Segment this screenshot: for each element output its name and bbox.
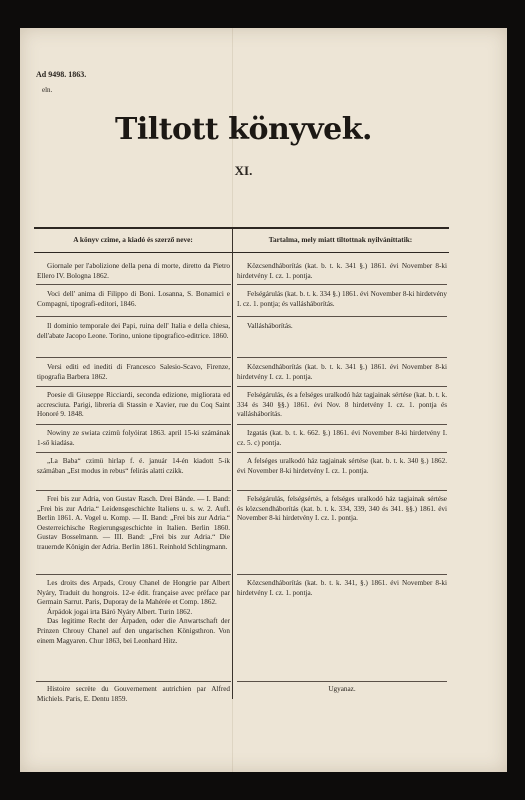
reason-cell <box>237 495 447 524</box>
section-number: XI. <box>234 163 253 178</box>
book-title-text: Histoire secrète du Gouvernement autrichien par Alfred Michiels. Paris, E. Dentu 1859. <box>37 685 230 703</box>
reason-text: Felségárulás, és a felséges uralkodó ház tagjainak sértése (kat. b. t. k. 334 és 340 §§.) 1861. évi Nov. 8 hirdetvény I. cz. 1. pontja és vallásháborítás. <box>237 391 447 419</box>
reason-cell <box>237 322 447 332</box>
book-title-cell <box>37 363 230 382</box>
top-rule <box>34 227 449 229</box>
reason-text: Közcsendháborítás (kat. b. t. k. 341, §.) 1861. évi November 8-ki hirdetvény I. cz. 1. pontja. <box>237 579 447 597</box>
book-title-cell <box>37 685 230 704</box>
reason-text: A felséges uralkodó ház tagjainak sértése (kat. b. t. k. 340 §.) 1862. évi November 8-ki hirdetvény I. cz. 1. pontja. <box>237 457 447 475</box>
book-title-cell <box>37 322 230 341</box>
reason-text: Vallásháborítás. <box>247 322 293 330</box>
reason-cell <box>237 290 447 309</box>
reason-text: Közcsendháborítás (kat. b. t. k. 341 §.) 1861. évi November 8-ki hirdetvény I. cz. 1. pontja. <box>237 363 447 381</box>
book-title-cell <box>37 290 230 309</box>
reason-cell <box>237 457 447 476</box>
book-title-text: Árpádok jogai irta Báró Nyáry Albert. Turin 1862. <box>47 607 193 616</box>
reason-text: Ugyanaz. <box>328 685 356 693</box>
book-title-text: Nowiny ze swiata czimü folyóirat 1863. april 15-ki számának 1-ső kiadása. <box>37 429 230 447</box>
book-title-cell <box>37 495 230 553</box>
book-title-text: Il dominio temporale dei Papi, ruina dell' Italia e della chiesa, dell'abate Jacopo Leone. Torino, unione tipografico-editrice. 1860. <box>37 322 230 340</box>
book-title-text: Giornale per l'abolizione della pena di morte, diretto da Pietro Ellero IV. Bologna 1862. <box>37 262 230 280</box>
column-header-reason: Tartalma, mely miatt tiltottnak nyilváníttatik: <box>268 235 413 244</box>
reason-cell <box>237 429 447 448</box>
book-title-text: Versi editi ed inediti di Francesco Salesio-Scavo, Firenze, tipografia Barbera 1862. <box>37 363 230 381</box>
book-title-cell <box>37 262 230 281</box>
book-title-cell <box>37 579 230 646</box>
reason-text: Felségárulás, felségsértés, a felséges uralkodó ház tagjainak sértése és közcsendháborítás (kat. b. t. k. 334, 339, 340 és 341. §§.) 1861. évi November 8-ki hirdetvény I. cz. 1. pontja. <box>237 495 447 523</box>
reason-text: Izgatás (kat. b. t. k. 662. §.) 1861. évi November 8-ki hirdetvény I. cz. 5. c) pontja. <box>237 429 447 447</box>
page-title: Tiltott könyvek. <box>115 112 372 147</box>
book-title-text: Voci dell' anima di Filippo di Boni. Losanna, S. Bonamici e Compagni, tipografi-editori, 1846. <box>37 290 230 308</box>
reason-cell <box>237 579 447 598</box>
reason-text: Közcsendháborítás (kat. b. t. k. 341 §.) 1861. évi November 8-ki hirdetvény I. cz. 1. pontja. <box>237 262 447 280</box>
header-rule <box>34 252 449 253</box>
book-title-text: „La Baba“ czimü hirlap f. é. január 14-én kiadott 5-ik számában „Est modus in rebus“ felirás alatti czikk. <box>37 457 230 475</box>
book-title-text: Poesie di Giuseppe Ricciardi, seconda edizione, migliorata ed accresciuta. Parigi, libreria di Stassin e Xavier, rue du Coq Saint Honoré 9. 1848. <box>37 391 230 419</box>
reason-text: Felségárulás (kat. b. t. k. 334 §.) 1861. évi November 8-ki hirdetvény I. cz. 1. pontja; és vallásháborítás. <box>237 290 447 308</box>
book-title-text: Frei bis zur Adria, von Gustav Rasch. Drei Bände. — I. Band: „Frei bis zur Adria.“ Leidensgeschichte Italiens u. s. w. 2. Aufl. Berlin 1861. A. Vogel u. Komp. — II. Band: „Frei bis zur Adria.“ Oesterreichische Regierungsgeschichte in Italien. Berlin 1860. Gustav Bosselmann. — III. Band: „Frei bis zur Adria.“ Die trauernde Königin der Adria. Berlin 1861. Reinhold Schlingmann. <box>37 495 230 551</box>
reason-cell <box>237 262 447 281</box>
column-divider <box>232 229 233 699</box>
book-title-text: Les droits des Arpads, Crouy Chanel de Hongrie par Albert Nyáry, Traduit du hongrois. 12-e édit. française avec préface par Germain Sarrut. Paris, Duporay de la Mahérée et Comp. 1862. <box>37 579 230 607</box>
book-title-cell <box>37 457 230 476</box>
reason-cell <box>237 391 447 420</box>
book-title-cell <box>37 429 230 448</box>
reason-cell <box>237 685 447 695</box>
reference-sub: eln. <box>42 86 53 94</box>
book-title-text: Das legitime Recht der Árpaden, oder die Anwartschaft der Prinzen Chrouy Chanel auf den ungarischen Königsthron. Von einem Magyaren. Chur 1863, bei Leonhard Hitz. <box>37 617 230 645</box>
reason-cell <box>237 363 447 382</box>
column-header-title: A könyv czime, a kiadó és szerző neve: <box>73 235 193 244</box>
reference-number: Ad 9498. 1863. <box>36 70 87 79</box>
book-title-cell <box>37 391 230 420</box>
